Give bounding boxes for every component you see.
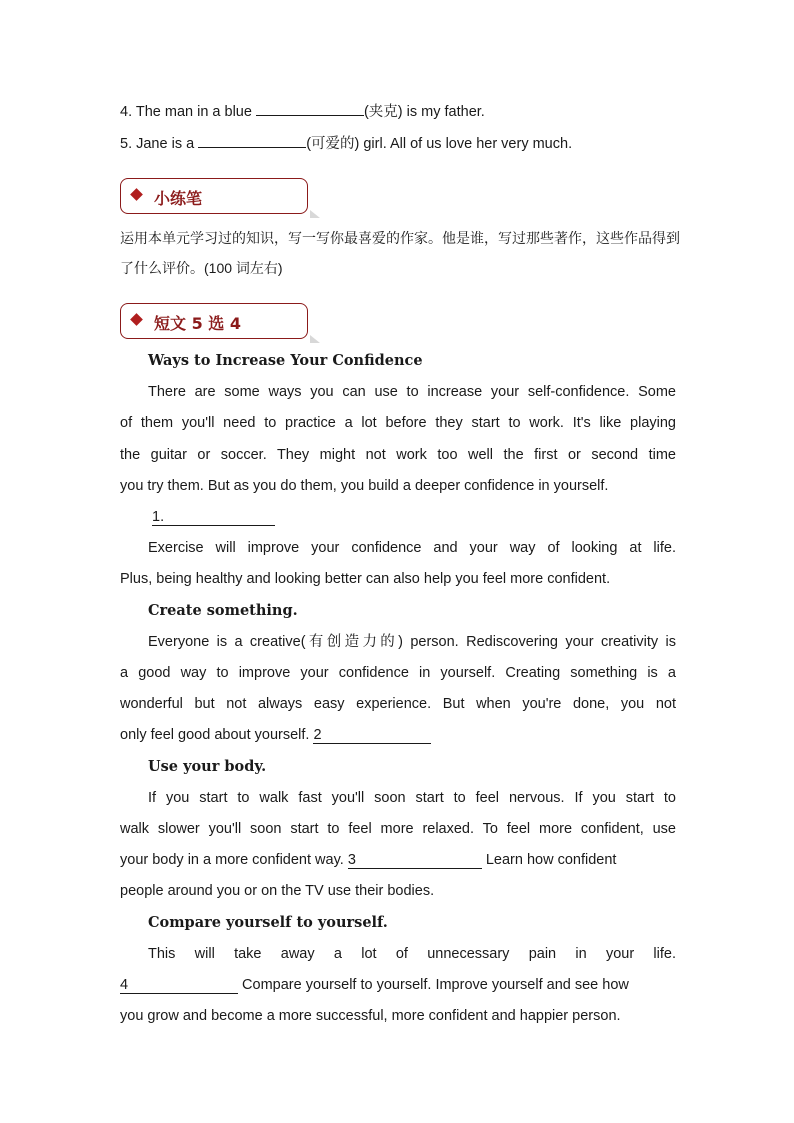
paragraph-3-line-3: wonderful but not always easy experience. But when you're done, you not xyxy=(120,696,676,712)
paragraph-4-line-4: people around you or on the TV use their bodies. xyxy=(120,883,435,899)
paragraph-2-line-1: Exercise will improve your confidence and your way of looking at life. xyxy=(148,540,676,556)
paragraph-1-line-3: the guitar or soccer. They might not work too well the first or second time xyxy=(120,447,676,463)
answer-blank-1[interactable] xyxy=(152,507,282,527)
section-banner-writing xyxy=(120,178,310,214)
banner-shadow xyxy=(310,335,320,343)
writing-prompt-line-2: 了什么评价。(100 词左右) xyxy=(120,260,283,276)
paragraph-4-line-3 xyxy=(120,850,676,870)
banner-shadow xyxy=(310,210,320,218)
paragraph-5-line-3: you grow and become a more successful, more confident and happier person. xyxy=(120,1008,621,1024)
paragraph-1-line-1: There are some ways you can use to increase your self-confidence. Some xyxy=(148,384,676,400)
subheading-body: Use your body. xyxy=(148,758,267,775)
fill-in-5-hint: (可爱的) girl. All of us love her very much. xyxy=(306,136,573,152)
paragraph-5-line-2-text: Compare yourself to yourself. Improve yourself and see how xyxy=(238,977,629,993)
paragraph-3-line-2: a good way to improve your confidence in yourself. Creating something is a xyxy=(120,665,676,681)
fill-in-item-5 xyxy=(120,133,676,154)
banner-box xyxy=(120,178,308,214)
paragraph-4-line-1: If you start to walk fast you'll soon start to feel nervous. If you start to xyxy=(148,790,676,806)
paragraph-2-line-2: Plus, being healthy and looking better can also help you feel more confident. xyxy=(120,571,611,587)
subheading-create: Create something. xyxy=(148,602,298,619)
answer-blank-2[interactable]: 2 xyxy=(313,727,431,744)
answer-blank-3[interactable]: 3 xyxy=(348,852,482,869)
paragraph-4-line-3-before: your body in a more confident way. xyxy=(120,852,348,868)
paragraph-5-line-2 xyxy=(120,975,676,995)
fill-in-4-blank[interactable] xyxy=(256,101,364,116)
paragraph-3-line-4 xyxy=(120,725,676,745)
paragraph-3-line-1: Everyone is a creative(有创造力的) person. Rediscovering your creativity is xyxy=(148,634,676,650)
answer-blank-1-label: 1. xyxy=(152,509,275,526)
article-title: Ways to Increase Your Confidence xyxy=(148,352,423,369)
fill-in-4-hint: (夹克) is my father. xyxy=(363,104,485,120)
paragraph-5-line-1: This will take away a lot of unnecessary pain in your life. xyxy=(148,946,676,962)
paragraph-3-line-4-text: only feel good about yourself. xyxy=(120,727,314,743)
paragraph-1-line-2: of them you'll need to practice a lot before they start to work. It's like playing xyxy=(120,415,676,431)
paragraph-4-line-3-after: Learn how confident xyxy=(481,852,617,868)
section-title-writing: 小练笔 xyxy=(154,189,203,208)
answer-blank-4[interactable]: 4 xyxy=(120,977,238,994)
section-title-reading: 短文 5 选 4 xyxy=(154,314,241,333)
section-banner-reading xyxy=(120,303,310,339)
fill-in-5-text: 5. Jane is a xyxy=(120,136,199,152)
fill-in-5-blank[interactable] xyxy=(198,133,306,148)
paragraph-1-line-4: you try them. But as you do them, you build a deeper confidence in yourself. xyxy=(120,478,609,494)
subheading-compare: Compare yourself to yourself. xyxy=(148,914,388,931)
writing-prompt-line-1: 运用本单元学习过的知识，写一写你最喜爱的作家。他是谁，写过那些著作，这些作品得到 xyxy=(120,230,680,246)
fill-in-4-text: 4. The man in a blue xyxy=(120,104,256,120)
fill-in-item-4 xyxy=(120,101,676,122)
paragraph-4-line-2: walk slower you'll soon start to feel more relaxed. To feel more confident, use xyxy=(120,821,676,837)
